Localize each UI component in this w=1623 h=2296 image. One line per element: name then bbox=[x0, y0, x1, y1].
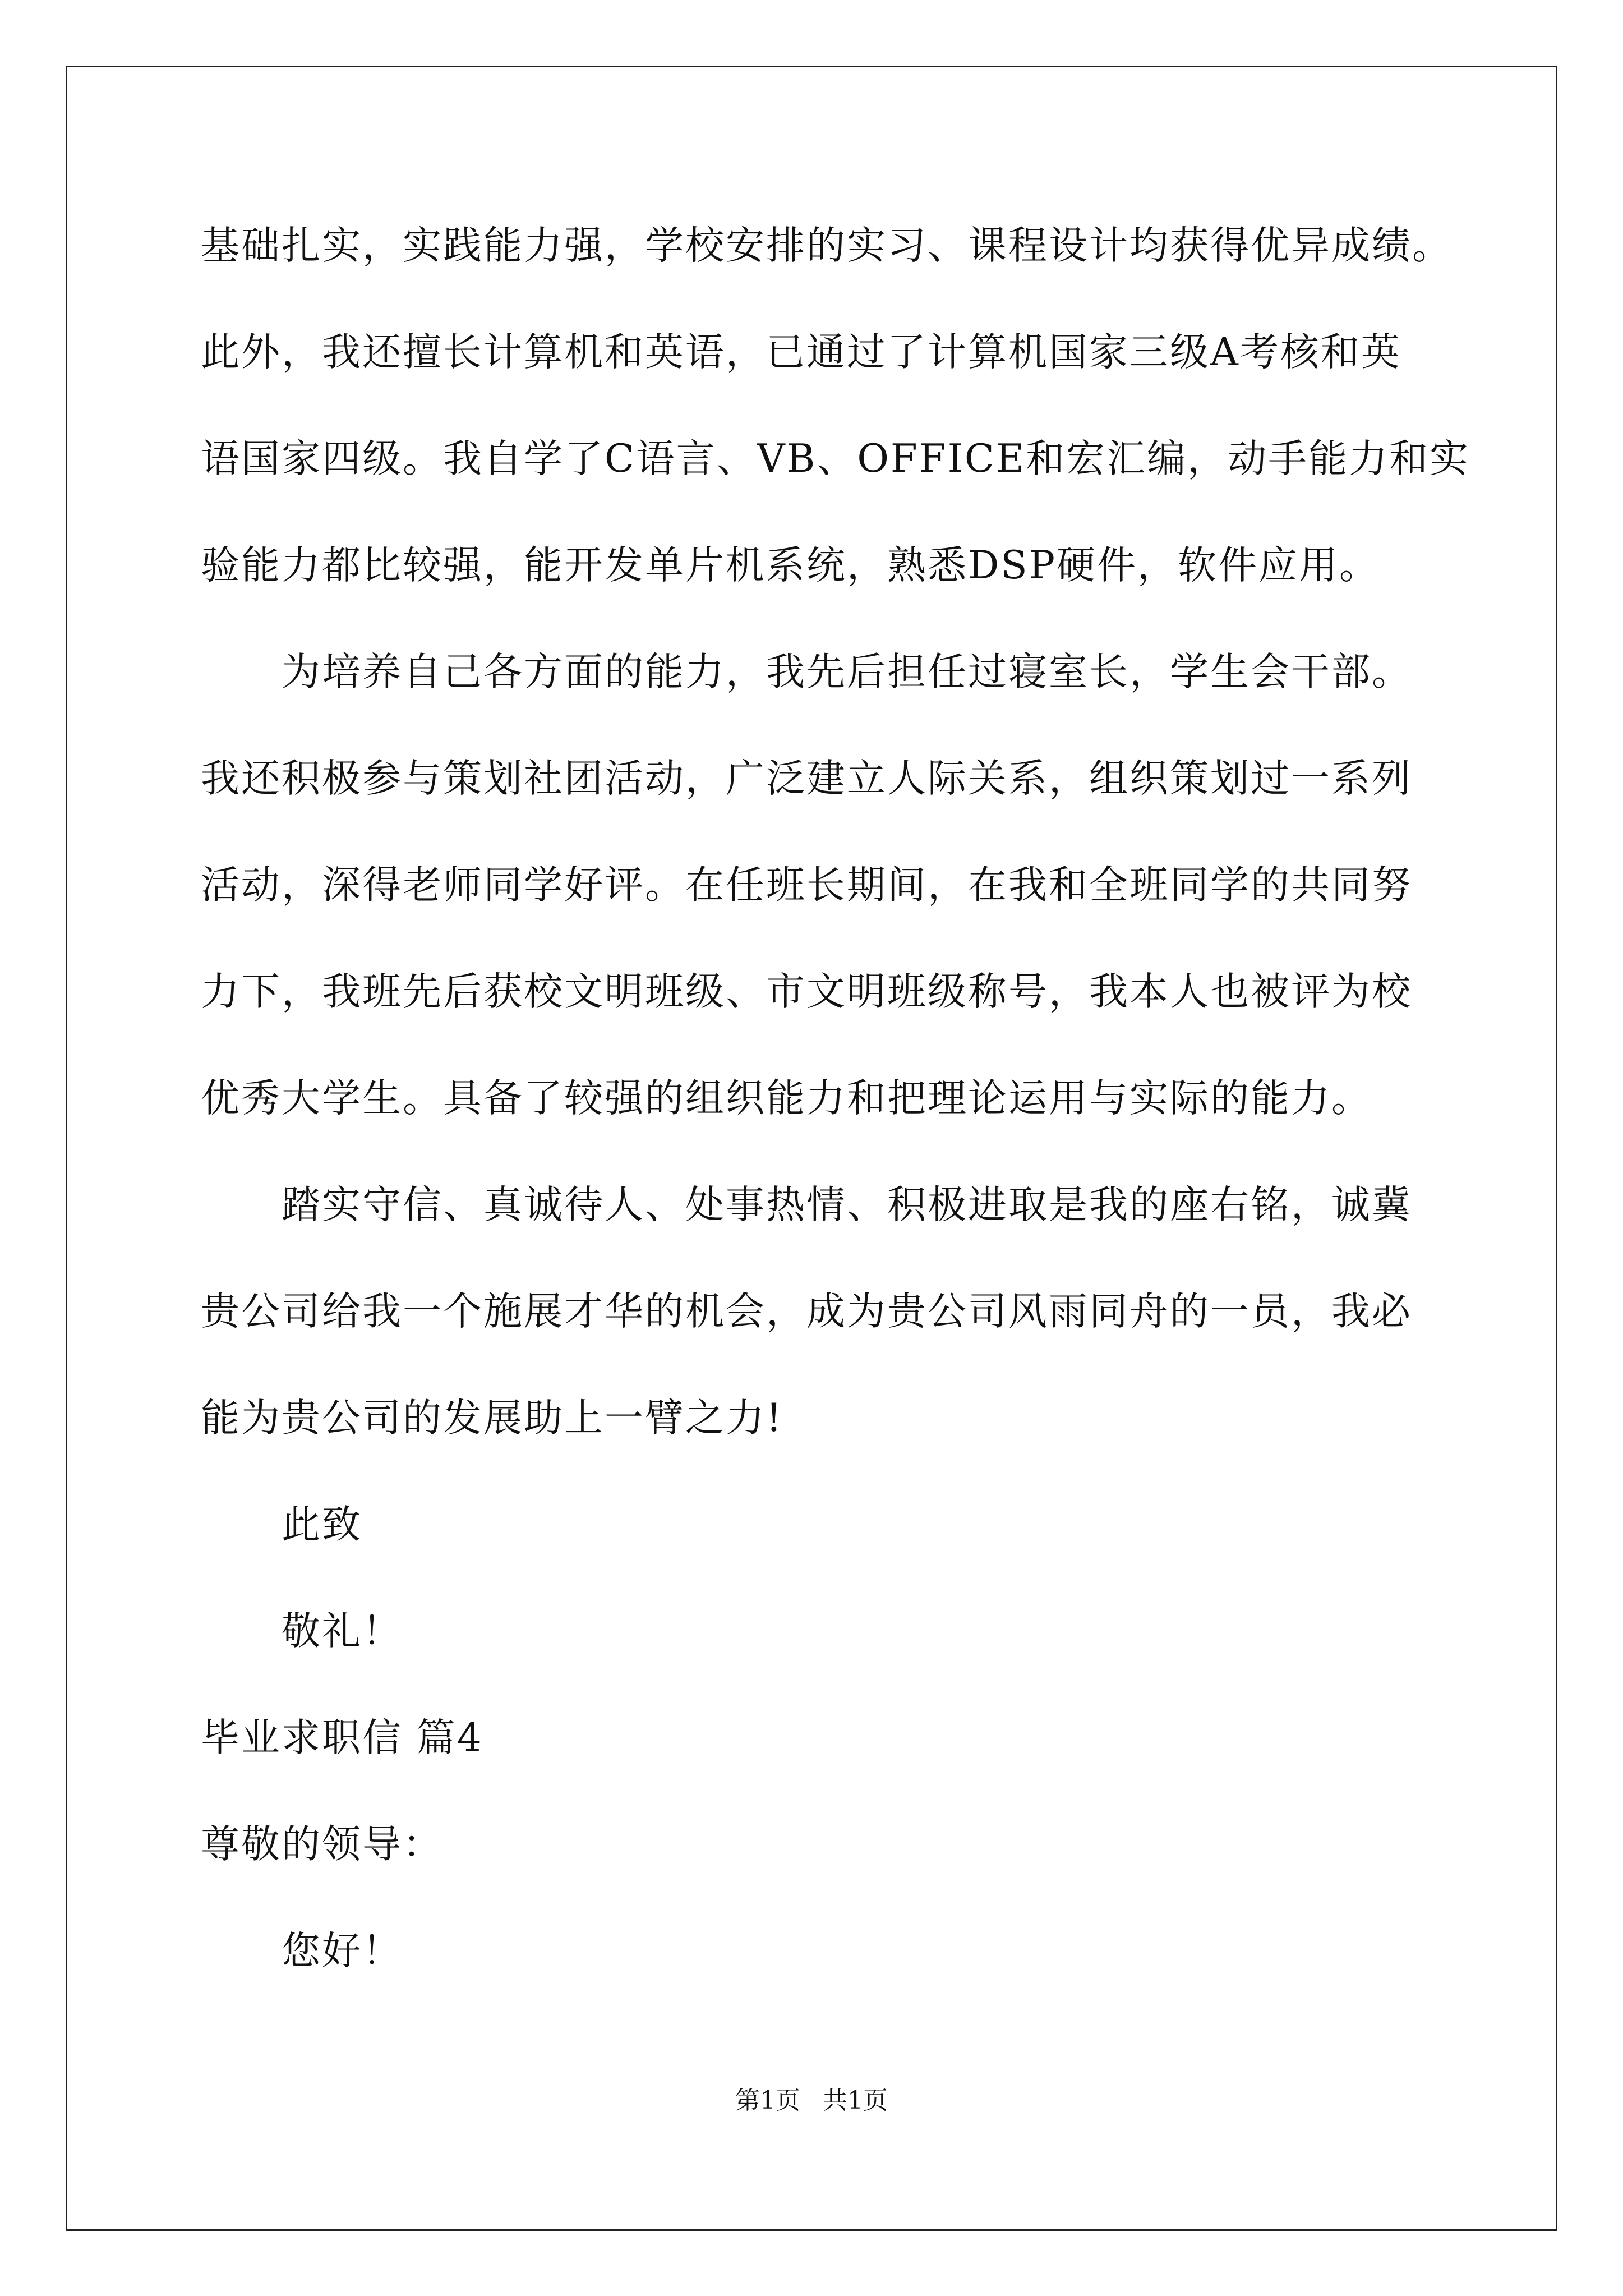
body-line-7: 活动，深得老师同学好评。在任班长期间，在我和全班同学的共同努 bbox=[201, 863, 1412, 908]
body-line-3: 语国家四级。我自学了C语言、VB、OFFICE和宏汇编，动手能力和实 bbox=[201, 436, 1470, 481]
page-border bbox=[66, 66, 1557, 2231]
greeting-hello: 您好！ bbox=[282, 1929, 403, 1973]
closing-salutation: 此致 bbox=[282, 1502, 362, 1547]
body-line-4: 验能力都比较强，能开发单片机系统，熟悉DSP硬件，软件应用。 bbox=[201, 543, 1380, 588]
body-line-9: 优秀大学生。具备了较强的组织能力和把理论运用与实际的能力。 bbox=[201, 1076, 1372, 1121]
body-line-12: 能为贵公司的发展助上一臂之力! bbox=[201, 1396, 783, 1441]
page-footer bbox=[0, 2087, 1623, 2115]
body-line-1: 基础扎实，实践能力强，学校安排的实习、课程设计均获得优异成绩。 bbox=[201, 223, 1453, 268]
page-number-total: 共1页 bbox=[823, 2086, 888, 2115]
closing-regards: 敬礼！ bbox=[282, 1609, 403, 1654]
body-line-2: 此外，我还擅长计算机和英语，已通过了计算机国家三级A考核和英 bbox=[201, 330, 1401, 375]
page-number-current: 第1页 bbox=[735, 2086, 800, 2115]
section-heading: 毕业求职信 篇4 bbox=[201, 1715, 483, 1760]
body-line-5: 为培养自己各方面的能力，我先后担任过寝室长，学生会干部。 bbox=[282, 650, 1412, 694]
body-line-11: 贵公司给我一个施展才华的机会，成为贵公司风雨同舟的一员，我必 bbox=[201, 1289, 1412, 1334]
greeting-recipient: 尊敬的领导： bbox=[201, 1822, 443, 1867]
body-line-10: 踏实守信、真诚待人、处事热情、积极进取是我的座右铭，诚冀 bbox=[282, 1182, 1412, 1227]
body-line-8: 力下，我班先后获校文明班级、市文明班级称号，我本人也被评为校 bbox=[201, 969, 1412, 1014]
body-line-6: 我还积极参与策划社团活动，广泛建立人际关系，组织策划过一系列 bbox=[201, 756, 1412, 801]
